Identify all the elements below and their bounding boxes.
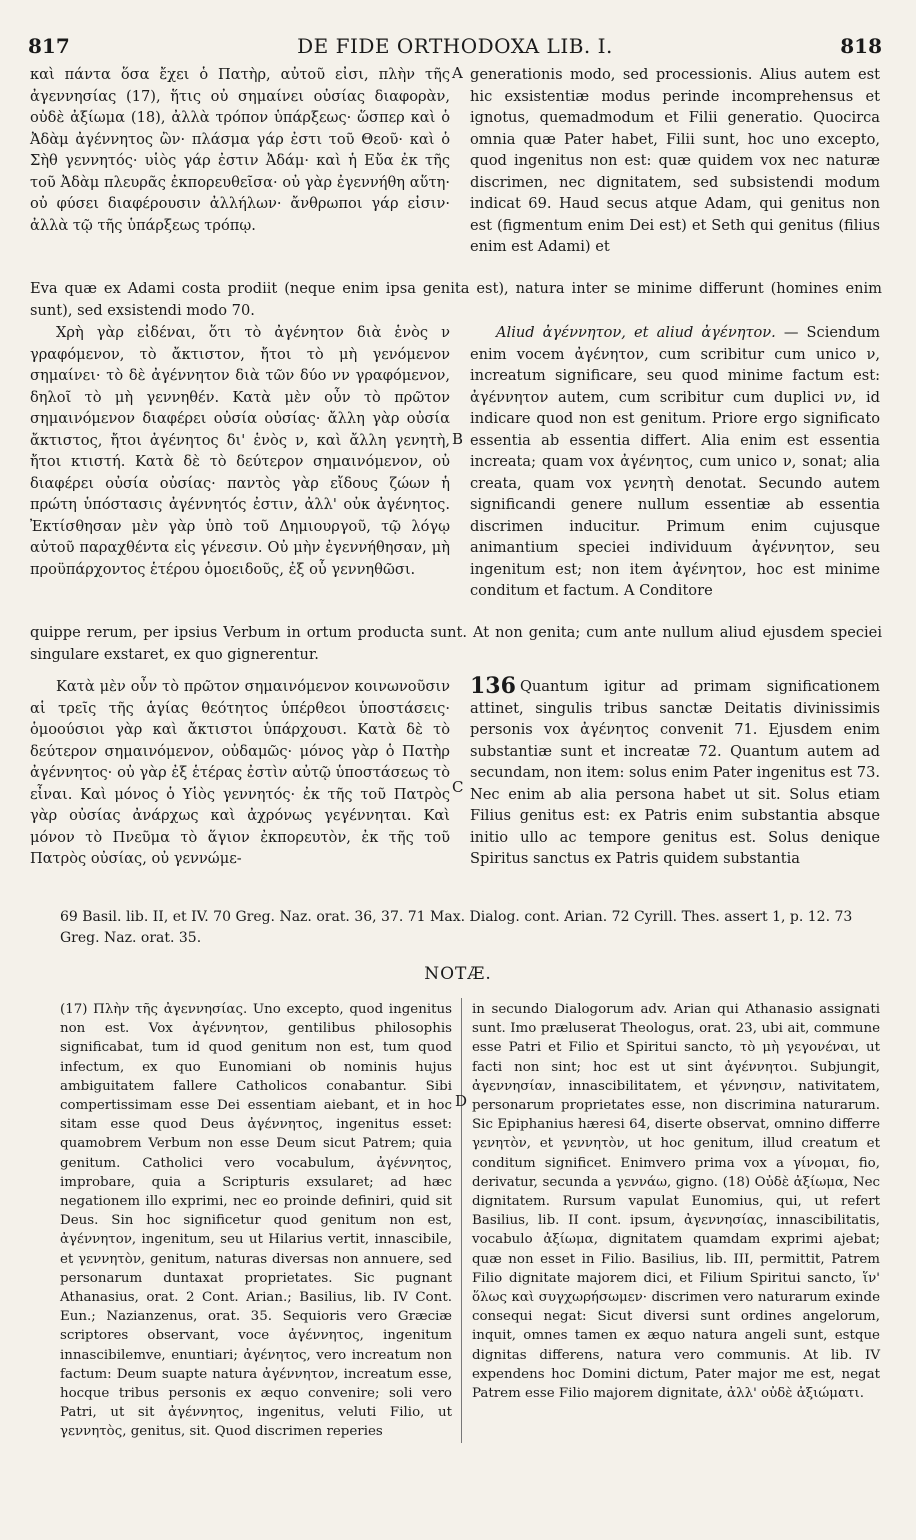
latin-text-low <box>470 673 881 870</box>
latin-text-top <box>470 64 880 258</box>
greek-text-low <box>30 676 450 870</box>
greek-paragraph: Κατὰ μὲν οὖν τὸ πρῶτον σημαινόμενον κοινωνοῦσιν αἱ τρεῖς τῆς ἁγίας θεότητος ὑπέρθεοι ὑποστάσεις· ὁμοούσιοι γὰρ καὶ ἄκτιστοι ὑπάρχουσι. Κατὰ δὲ τὸ δεύτερον σημαινόμενον, οὐδαμῶς· μόνος γὰρ ὁ Πατὴρ ἀγέννητος· οὐ γὰρ ἐξ ἑτέρας ἐστὶν αὐτῷ ὑποστάσεως τὸ εἶναι. Καὶ μόνος ὁ Υἱὸς γεννητός· ἐκ τῆς τοῦ Πατρὸς γὰρ οὐσίας ἀνάρχως καὶ ἀχρόνως γεγέννηται. Καὶ μόνον τὸ Πνεῦμα τὸ ἅγιον ἐκπορευτὸν, ἐκ τῆς τοῦ Πατρὸς οὐσίας, οὐ γεννώμε- <box>30 678 450 867</box>
margin-marker-d: D <box>455 1092 468 1110</box>
latin-text-mid <box>470 322 880 602</box>
footnotes <box>60 907 882 949</box>
latin-section-heading: Aliud ἀγέννητον, et aliud ἀγένητον. <box>496 324 776 341</box>
page-number-right: 818 <box>840 34 882 58</box>
note-paragraph: in secundo Dialogorum adv. Arian qui Athanasio assignati sunt. Imo præluserat Theologus, orat. 23, ubi ait, commune esse Patri et Filio et Spiritui sancto, τὸ μὴ γεγονέναι, ut facti non sint; hoc est ut sint ἀγέννητοι. Subjungit, ἀγεννησίαν, innascibilitatem, et γέννησιν, nativitatem, personarum proprietates esse, non discrimina naturarum. Sic Epiphanius hæresi 64, diserte observat, omnino differre γενητὸν, et γεννητὸν, ut hoc genitum, illud creatum et conditum significet. Enimvero prima vox a γίνομαι, fio, derivatur, secunda a γεννάω, gigno. (18) Οὐδὲ ἀξίωμα, Nec dignitatem. Rursum vapulat Eunomius, qui, ut refert Basilius, lib. II cont. ipsum, ἀγεννησίας, innascibilitatis, vocabulo ἀξίωμα, dignitatem quamdam exprimi ajebat; quæ non esset in Filio. Basilius, lib. III, permittit, Patrem Filio dignitate majorem dici, et Filium Spiritui sancto, ἵν' ὅλως καὶ συγχωρήσωμεν· discrimen vero naturarum exinde consequi negat: Sicut diversi sunt ordines angelorum, inquit, omnes tamen ex æquo natura angeli sunt, estque dignitas differens, natura vero communis. At lib. IV expendens hoc Domini dictum, Pater major me est, negat Patrem esse Filio majorem dignitate, ἀλλ' οὐδὲ ἀξιώματι. <box>472 1002 880 1402</box>
latin-paragraph: — Sciendum enim vocem ἀγένητον, cum scribitur cum unico ν, increatum significare, seu quod minime factum est: ἀγέννητον autem, cum scribitur cum duplici νν, id indicare quod non est genitum. Priore ergo significato essentia ab essentia differt. Alia enim est essentia increata; quam vox ἀγένητος, cum unico ν, sonat; alia creata, quam vox γενητὴ denotat. Secundo autem significandi genere nullum essentiæ ab essentia discrimen inducitur. Primum enim cujusque animantium speciei individuum ἀγέννητον, seu ingenitum est; non item ἀγένητον, hoc est minime conditum et factum. A Conditore <box>470 324 881 599</box>
greek-text-mid <box>30 322 450 580</box>
notae-heading: NOTÆ. <box>424 964 492 984</box>
latin-paragraph: Eva quæ ex Adami costa prodiit (neque enim ipsa genita est), natura inter se minime differunt (homines enim sunt), sed exsistendi modo 70. <box>30 280 882 319</box>
running-title: DE FIDE ORTHODOXA LIB. I. <box>297 34 613 58</box>
greek-paragraph: Χρὴ γὰρ εἰδέναι, ὅτι τὸ ἀγένητον διὰ ἑνὸς ν γραφόμενον, τὸ ἄκτιστον, ἤτοι τὸ μὴ γενόμενον σημαίνει· τὸ δὲ ἀγέννητον διὰ τῶν δύο νν γραφόμενον, δηλοῖ τὸ μὴ γεννηθέν. Κατὰ μὲν οὖν τὸ πρῶτον σημαινόμενον διαφέρει οὐσία οὐσίας· ἄλλη γὰρ οὐσία ἄκτιστος, ἤτοι ἀγένητος δι' ἑνὸς ν, καὶ ἄλλη γενητὴ, ἤτοι κτιστή. Κατὰ δὲ τὸ δεύτερον σημαινόμενον, οὐ διαφέρει οὐσία οὐσίας· παντὸς γὰρ εἴδους ζώων ἡ πρώτη ὑπόστασις ἀγέννητός ἐστιν, ἀλλ' οὐκ ἀγένητος. Ἐκτίσθησαν μὲν γὰρ ὑπὸ τοῦ Δημιουργοῦ, τῷ λόγῳ αὐτοῦ παραχθέντα εἰς γένεσιν. Οὐ μὴν ἐγεννήθησαν, μὴ προϋπάρχοντος ἑτέρου ὁμοειδοῦς, ἐξ οὗ γεννηθῶσι. <box>30 324 450 578</box>
latin-fullwidth-2 <box>30 622 882 665</box>
column-divider <box>461 998 462 1443</box>
margin-marker-c: C <box>452 778 464 796</box>
latin-paragraph: generationis modo, sed processionis. Alius autem est hic exsistentiæ modus perinde incomprehensus et ignotus, quemadmodum et Filii generatio. Quocirca omnia quæ Pater habet, Filii sunt, hoc uno excepto, quod ingenitus non est: quæ quidem vox nec naturæ discrimen, nec dignitatem, sed subsistendi modum indicat 69. Haud secus atque Adam, qui genitus non est (figmentum enim Dei est) et Seth qui genitus (filius enim est Adami) et <box>470 66 880 255</box>
page-number-left: 817 <box>28 34 70 58</box>
footnote-text: 69 Basil. lib. II, et IV. 70 Greg. Naz. orat. 36, 37. 71 Max. Dialog. cont. Arian. 72 Cyrill. Thes. assert 1, p. 12. 73 Greg. Naz. orat. 35. <box>60 909 853 946</box>
running-header <box>28 34 882 60</box>
latin-fullwidth-1 <box>30 278 882 321</box>
section-number: 136 <box>470 673 516 699</box>
latin-paragraph: quippe rerum, per ipsius Verbum in ortum producta sunt. At non genita; cum ante nullum aliud ejusdem speciei singulare exstaret, ex quo gignerentur. <box>30 624 882 663</box>
margin-marker-a: A <box>452 64 463 82</box>
note-paragraph: (17) Πλὴν τῆς ἀγεννησίας. Uno excepto, quod ingenitus non est. Vox ἀγέννητον, gentilibus philosophis significabat, tum id quod genitum non est, tum quod infectum, ex quo Eunomiani ob nominis hujus ambiguitatem fallere Catholicos conabantur. Sibi compertissimam esse Dei essentiam aiebant, et in hoc sitam esse quod Deus ἀγέννητος, ingenitus esset: quamobrem Verbum non esse Deum sicut Patrem; quia genitum. Catholici vero vocabulum, ἀγέννητος, improbare, quia a Scripturis exsularet; ad hæc negationem illo exprimi, nec eo proinde definiri, quid sit Deus. Sin hoc significetur quod genitum non est, ἀγέννητον, ingenitum, seu ut Hilarius vertit, innascibile, et γεννητὸν, genitum, naturas diversas non annuere, sed personarum duntaxat proprietates. Sic pugnant Athanasius, orat. 2 Cont. Arian.; Basilius, lib. IV Cont. Eun.; Nazianzenus, orat. 35. Sequioris vero Græciæ scriptores observant, voce ἀγέννητος, ingenitum innascibilemve, enuntiari; ἀγένητος, vero increatum non factum: Deum suapte natura ἀγέννητον, increatum esse, hocque tribus personis ex æquo convenire; soli vero Patri, ut sit ἀγέννητος, ingenitus, veluti Filio, ut γεννητὸς, genitus, sit. Quod discrimen reperies <box>60 1002 452 1440</box>
notes-right-column <box>472 1000 880 1403</box>
margin-marker-b: B <box>452 430 464 448</box>
latin-paragraph: Quantum igitur ad primam significationem attinet, singulis tribus sanctæ Deitatis divinissimis personis vox ἀγένητος convenit 71. Ejusdem enim substantiæ sunt et increatæ 72. Quantum autem ad secundam, non item: solus enim Pater ingenitus est 73. Nec enim ab alia persona habet ut sit. Solus etiam Filius genitus est: ex Patris enim substantia absque initio ullo ac tempore genitus est. Solus denique Spiritus sanctus ex Patris quidem substantia <box>470 678 881 867</box>
notes-left-column <box>60 1000 452 1442</box>
greek-text-top <box>30 64 450 236</box>
greek-paragraph: καὶ πάντα ὅσα ἔχει ὁ Πατὴρ, αὐτοῦ εἰσι, πλὴν τῆς ἀγεννησίας (17), ἥτις οὐ σημαίνει οὐσίας διαφορὰν, οὐδὲ ἀξίωμα (18), ἀλλὰ τρόπον ὑπάρξεως· ὥσπερ καὶ ὁ Ἀδὰμ ἀγέννητος ὢν· πλάσμα γάρ ἐστι τοῦ Θεοῦ· καὶ ὁ Σὴθ γεννητός· υἱὸς γάρ ἐστιν Ἀδάμ· καὶ ἡ Εὔα ἐκ τῆς τοῦ Ἀδὰμ πλευρᾶς ἐκπορευθεῖσα· οὐ γὰρ ἐγεννήθη αὕτη· οὐ φύσει διαφέρουσιν ἀλλήλων· ἄνθρωποι γάρ εἰσιν· ἀλλὰ τῷ τῆς ὑπάρξεως τρόπῳ. <box>30 66 450 234</box>
